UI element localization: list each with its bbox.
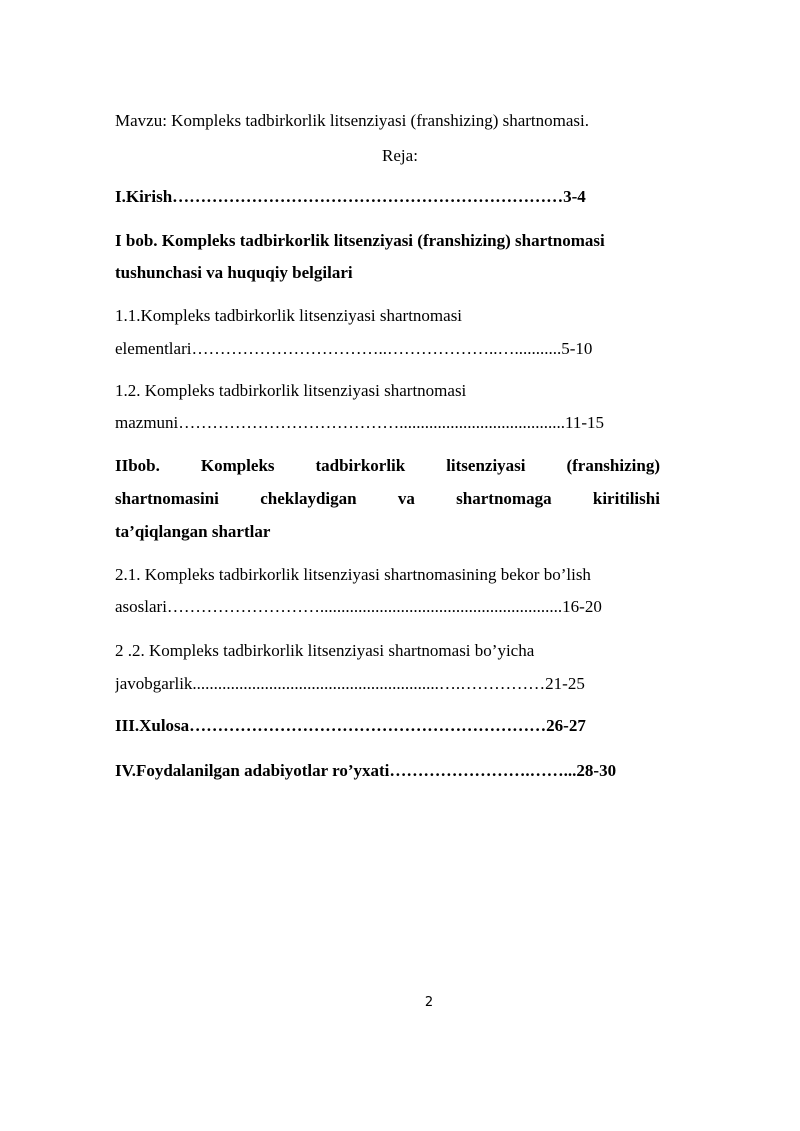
toc-conclusion: III.Xulosa………………………………………………………26-27	[115, 716, 586, 735]
toc-section-2-2-line2: javobgarlik..........................................................….……………21-25	[115, 674, 585, 693]
toc-chapter2-line1	[115, 455, 660, 477]
toc-chapter2-word: va	[397, 489, 415, 508]
toc-chapter2-word: shartnomaga	[456, 489, 552, 508]
toc-chapter1-prefix: I bob	[115, 231, 154, 250]
toc-chapter2-word: cheklaydigan	[260, 489, 357, 508]
toc-section-1-2-line1: 1.2. Kompleks tadbirkorlik litsenziyasi shartnomasi	[115, 381, 467, 400]
toc-section-1-1-line2: elementlari……………………………..………………..…...........5-10	[115, 339, 593, 358]
toc-chapter2-line3: ta’qiqlangan shartlar	[115, 522, 271, 541]
toc-references: IV.Foydalanilgan adabiyotlar ro’yxati…………………….……...28-30	[115, 761, 617, 780]
plan-label: Reja:	[382, 146, 418, 165]
topic-line: Mavzu: Kompleks tadbirkorlik litsenziyasi (franshizing) shartnomasi.	[115, 111, 590, 130]
toc-section-1-1-line1: 1.1.Kompleks tadbirkorlik litsenziyasi shartnomasi	[115, 306, 463, 325]
page-number: 2	[424, 995, 434, 1010]
toc-section-2-1-line1: 2.1. Kompleks tadbirkorlik litsenziyasi shartnomasining bekor bo’lish	[115, 565, 591, 584]
toc-chapter2-word: tadbirkorlik	[315, 456, 406, 475]
toc-section-2-2-line1: 2 .2. Kompleks tadbirkorlik litsenziyasi shartnomasi bo’yicha	[115, 641, 535, 660]
toc-chapter2-word: shartnomasini	[115, 489, 219, 508]
toc-chapter1-title: . Kompleks tadbirkorlik litsenziyasi (franshizing) shartnomasi	[153, 231, 605, 250]
toc-chapter1-line2: tushunchasi va huquqiy belgilari	[115, 263, 353, 282]
toc-chapter2-word: kiritilishi	[592, 489, 660, 508]
toc-chapter2-line2	[115, 488, 660, 510]
toc-chapter2-word: IIbob.	[115, 456, 160, 475]
toc-chapter2-word: (franshizing)	[566, 456, 660, 475]
toc-section-2-1-line2: asoslari……………………….........................................................16-20	[115, 597, 602, 616]
toc-section-1-2-line2: mazmuni………………………………….......................................11-15	[115, 413, 605, 432]
toc-chapter2-word: Kompleks	[200, 456, 275, 475]
toc-intro: I.Kirish……………………………………………………………3-4	[115, 187, 586, 206]
toc-chapter1-line1	[115, 230, 660, 252]
toc-chapter2-word: litsenziyasi	[446, 456, 526, 475]
